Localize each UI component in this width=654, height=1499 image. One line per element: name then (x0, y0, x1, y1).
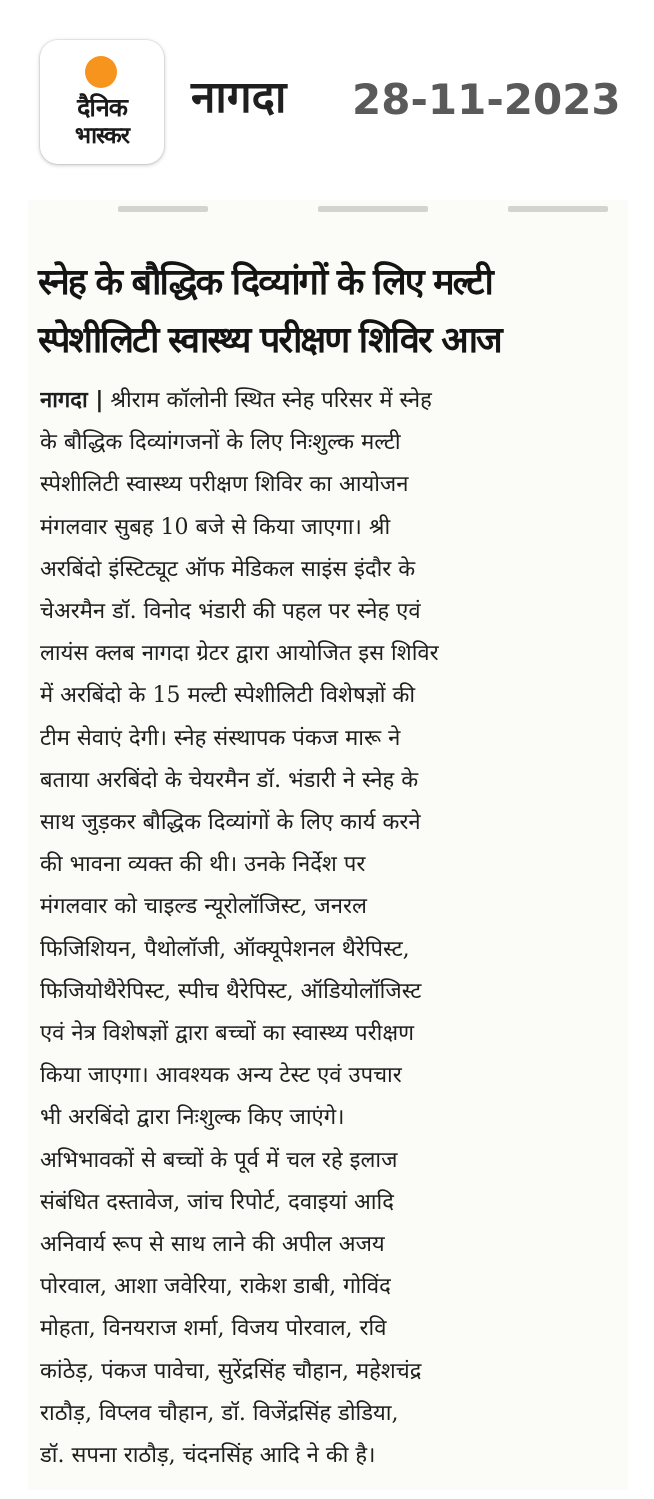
headline-line: स्नेह के बौद्धिक दिव्यांगों के लिए मल्टी (38, 262, 492, 303)
edition-city: नागदा (191, 72, 287, 123)
body-line: राठौड़, विप्लव चौहान, डॉ. विजेंद्रसिंह डोडिया, (40, 1400, 399, 1426)
body-line (40, 380, 626, 422)
body-line: भी अरबिंदो द्वारा निःशुल्क किए जाएंगे। (40, 1105, 345, 1131)
headline-line: स्पेशीलिटी स्वास्थ्य परीक्षण शिविर आज (38, 320, 501, 361)
header-bar (0, 0, 654, 200)
article-body (40, 380, 626, 1477)
body-line: में अरबिंदो के 15 मल्टी स्पेशीलिटी विशेषज्ञों की (40, 683, 416, 709)
body-line: मोहता, विनयराज शर्मा, विजय पोरवाल, रवि (40, 1316, 387, 1342)
article-headline (38, 254, 622, 370)
body-line: डॉ. सपना राठौड़, चंदनसिंह आदि ने की है। (40, 1443, 376, 1469)
cut-edge-fragment (318, 206, 428, 212)
body-line: अभिभावकों से बच्चों के पूर्व में चल रहे इलाज (40, 1147, 398, 1173)
newspaper-clipping (28, 200, 628, 1490)
body-line: टीम सेवाएं देगी। स्नेह संस्थापक पंकज मारू ने (40, 725, 401, 751)
dainik-bhaskar-logo (40, 40, 164, 164)
logo-text-line1: दैनिक (77, 93, 127, 122)
body-line: संबंधित दस्तावेज, जांच रिपोर्ट, दवाइयां आदि (40, 1189, 394, 1215)
body-line: स्पेशीलिटी स्वास्थ्य परीक्षण शिविर का आयोजन (40, 472, 409, 498)
body-line: अरबिंदो इंस्टिट्यूट ऑफ मेडिकल साइंस इंदौर के (40, 556, 416, 582)
sun-icon (85, 56, 117, 88)
body-line: बताया अरबिंदो के चेयरमैन डॉ. भंडारी ने स्नेह के (40, 767, 419, 793)
body-line: एवं नेत्र विशेषज्ञों द्वारा बच्चों का स्वास्थ्य परीक्षण (40, 1021, 415, 1047)
body-line: साथ जुड़कर बौद्धिक दिव्यांगों के लिए कार्य करने (40, 810, 421, 836)
logo-text-line2: भास्कर (74, 123, 130, 149)
body-line: पोरवाल, आशा जवेरिया, राकेश डाबी, गोविंद (40, 1274, 391, 1300)
body-line: किया जाएगा। आवश्यक अन्य टेस्ट एवं उपचार (40, 1063, 402, 1089)
cut-edge-fragment (118, 206, 208, 212)
body-line: फिजियोथैरेपिस्ट, स्पीच थैरेपिस्ट, ऑडियोलॉजिस्ट (40, 978, 422, 1004)
body-line: चेअरमैन डॉ. विनोद भंडारी की पहल पर स्नेह एवं (40, 599, 421, 625)
body-line: मंगलवार सुबह 10 बजे से किया जाएगा। श्री (40, 514, 391, 540)
edition-date: 28-11-2023 (352, 75, 621, 124)
body-line: अनिवार्य रूप से साथ लाने की अपील अजय (40, 1232, 385, 1258)
cut-edge-fragment (508, 206, 608, 212)
body-line-text: श्रीराम कॉलोनी स्थित स्नेह परिसर में स्नेह (103, 388, 432, 413)
body-line: कांठेड़, पंकज पावेचा, सुरेंद्रसिंह चौहान, महेशचंद्र (40, 1358, 422, 1384)
body-line: लायंस क्लब नागदा ग्रेटर द्वारा आयोजित इस शिविर (40, 641, 439, 667)
article-dateline: नागदा | (40, 388, 104, 413)
body-line: मंगलवार को चाइल्ड न्यूरोलॉजिस्ट, जनरल (40, 894, 367, 920)
body-line: फिजिशियन, पैथोलॉजी, ऑक्यूपेशनल थैरेपिस्ट, (40, 936, 410, 962)
body-line: की भावना व्यक्त की थी। उनके निर्देश पर (40, 852, 366, 878)
body-line: के बौद्धिक दिव्यांगजनों के लिए निःशुल्क मल्टी (40, 430, 401, 456)
